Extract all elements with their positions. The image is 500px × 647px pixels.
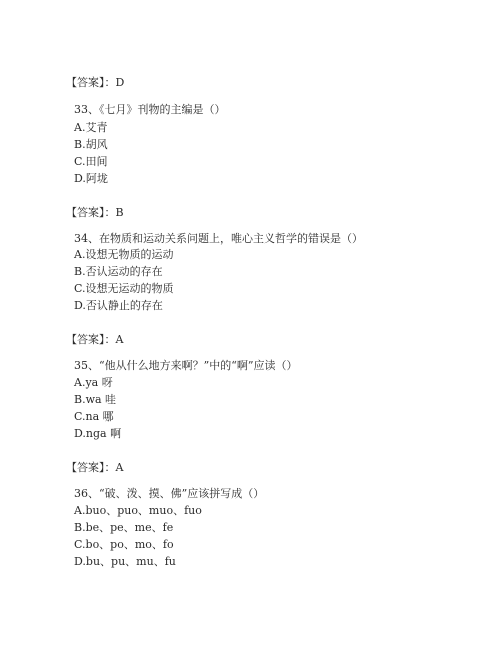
question-33: 33、《七月》刊物的主编是（）	[74, 103, 226, 116]
option-35-a: A.ya 呀	[74, 376, 113, 389]
question-36: 36、“破、泼、摸、佛”应该拼写成（）	[74, 487, 265, 500]
option-34-b: B.否认运动的存在	[74, 265, 163, 278]
answer-34: 【答案】：A	[66, 333, 124, 346]
answer-line: 【答案】：D	[66, 76, 125, 89]
option-34-a: A.设想无物质的运动	[74, 248, 174, 261]
option-34-d: D.否认静止的存在	[74, 299, 163, 312]
question-35: 35、“他从什么地方来啊？”中的“啊”应读（）	[74, 359, 298, 372]
option-35-b: B.wa 哇	[74, 393, 117, 406]
option-36-a: A.buo、puo、muo、fuo	[74, 504, 202, 517]
option-34-c: C.设想无运动的物质	[74, 282, 174, 295]
option-35-c: C.na 哪	[74, 410, 114, 423]
option-33-c: C.田间	[74, 155, 108, 168]
answer-35: 【答案】：A	[66, 461, 124, 474]
option-36-d: D.bu、pu、mu、fu	[74, 555, 176, 568]
option-36-c: C.bo、po、mo、fo	[74, 538, 174, 551]
question-34: 34、在物质和运动关系问题上，唯心主义哲学的错误是（）	[74, 232, 363, 245]
option-36-b: B.be、pe、me、fe	[74, 521, 174, 534]
option-33-d: D.阿垅	[74, 172, 108, 185]
answer-33: 【答案】：B	[66, 206, 124, 219]
option-33-b: B.胡风	[74, 138, 108, 151]
option-35-d: D.nga 啊	[74, 427, 122, 440]
option-33-a: A.艾青	[74, 121, 108, 134]
